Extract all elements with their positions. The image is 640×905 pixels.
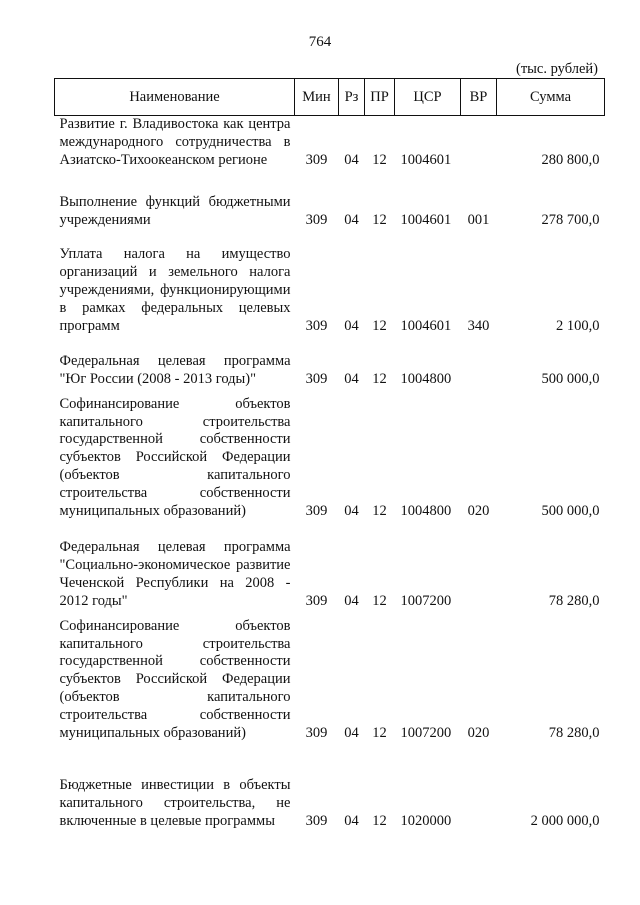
row-csr: 1004601 <box>400 211 452 228</box>
row-vr <box>461 742 497 830</box>
header-min: Мин <box>295 79 339 116</box>
row-csr: 1004800 <box>400 370 452 387</box>
row-vr: 020 <box>467 502 490 519</box>
row-rz: 04 <box>344 151 359 168</box>
row-name: Софинансирование объектов капитального строительства государственной собственности субъектов Российской Федерации (объектов капитального строительства собственности муниципальных образований) <box>59 395 291 519</box>
header-pr: ПР <box>365 79 395 116</box>
row-min: 309 <box>305 317 328 334</box>
row-pr: 12 <box>372 502 387 519</box>
row-min: 309 <box>305 370 328 387</box>
row-sum: 78 280,0 <box>548 592 600 609</box>
header-vr: ВР <box>461 79 497 116</box>
row-pr: 12 <box>372 211 387 228</box>
row-pr: 12 <box>372 151 387 168</box>
row-pr: 12 <box>372 592 387 609</box>
row-sum: 500 000,0 <box>541 502 600 519</box>
row-min: 309 <box>305 151 328 168</box>
row-min: 309 <box>305 592 328 609</box>
page-number: 764 <box>308 34 332 50</box>
row-sum: 2 100,0 <box>556 317 600 334</box>
row-pr: 12 <box>372 724 387 741</box>
row-csr: 1007200 <box>400 592 452 609</box>
row-rz: 04 <box>344 211 359 228</box>
row-vr: 020 <box>467 724 490 741</box>
header-csr: ЦСР <box>395 79 461 116</box>
row-name: Бюджетные инвестиции в объекты капитального строительства, не включенные в целевые программы <box>59 777 291 829</box>
row-min: 309 <box>305 211 328 228</box>
row-sum: 2 000 000,0 <box>530 812 600 829</box>
row-rz: 04 <box>344 317 359 334</box>
table-row <box>55 742 605 830</box>
table-row <box>55 610 605 742</box>
row-sum: 500 000,0 <box>541 370 600 387</box>
row-pr: 12 <box>372 317 387 334</box>
table-row <box>55 520 605 610</box>
row-name: Федеральная целевая программа "Юг России (2008 - 2013 годы)" <box>59 352 291 387</box>
row-pr: 12 <box>372 812 387 829</box>
row-csr: 1004800 <box>400 502 452 519</box>
row-sum: 78 280,0 <box>548 724 600 741</box>
row-name: Федеральная целевая программа "Социально-экономическое развитие Чеченской Республики на 2008 - 2012 годы" <box>59 539 291 609</box>
row-rz: 04 <box>344 592 359 609</box>
budget-table <box>54 78 605 830</box>
row-name: Софинансирование объектов капитального строительства государственной собственности субъектов Российской Федерации (объектов капитального строительства собственности муниципальных образований) <box>59 617 291 741</box>
row-min: 309 <box>305 724 328 741</box>
row-rz: 04 <box>344 724 359 741</box>
row-rz: 04 <box>344 502 359 519</box>
row-min: 309 <box>305 812 328 829</box>
table-row <box>55 116 605 170</box>
table-row <box>55 388 605 520</box>
row-vr <box>461 116 497 170</box>
header-sum: Сумма <box>497 79 605 116</box>
row-sum: 280 800,0 <box>541 151 600 168</box>
units-label: (тыс. рублей) <box>516 61 598 77</box>
row-min: 309 <box>305 502 328 519</box>
row-rz: 04 <box>344 812 359 829</box>
header-name: Наименование <box>55 79 295 116</box>
table-row <box>55 169 605 229</box>
row-csr: 1007200 <box>400 724 452 741</box>
row-name: Уплата налога на имущество организаций и земельного налога учреждениями, функционирующими в рамках федеральных целевых программ <box>59 246 291 334</box>
row-vr <box>461 520 497 610</box>
row-csr: 1020000 <box>400 812 452 829</box>
row-pr: 12 <box>372 370 387 387</box>
row-vr <box>461 335 497 388</box>
row-name: Развитие г. Владивостока как центра международного сотрудничества в Азиатско-Тихоокеанском регионе <box>59 116 291 168</box>
row-vr: 001 <box>467 211 490 228</box>
row-csr: 1004601 <box>400 151 452 168</box>
row-sum: 278 700,0 <box>541 211 600 228</box>
row-csr: 1004601 <box>400 317 452 334</box>
row-vr: 340 <box>467 317 490 334</box>
table-row <box>55 335 605 388</box>
table-header-row <box>55 79 605 116</box>
row-name: Выполнение функций бюджетными учреждениями <box>59 193 291 228</box>
header-rz: Рз <box>339 79 365 116</box>
row-rz: 04 <box>344 370 359 387</box>
table-row <box>55 229 605 335</box>
